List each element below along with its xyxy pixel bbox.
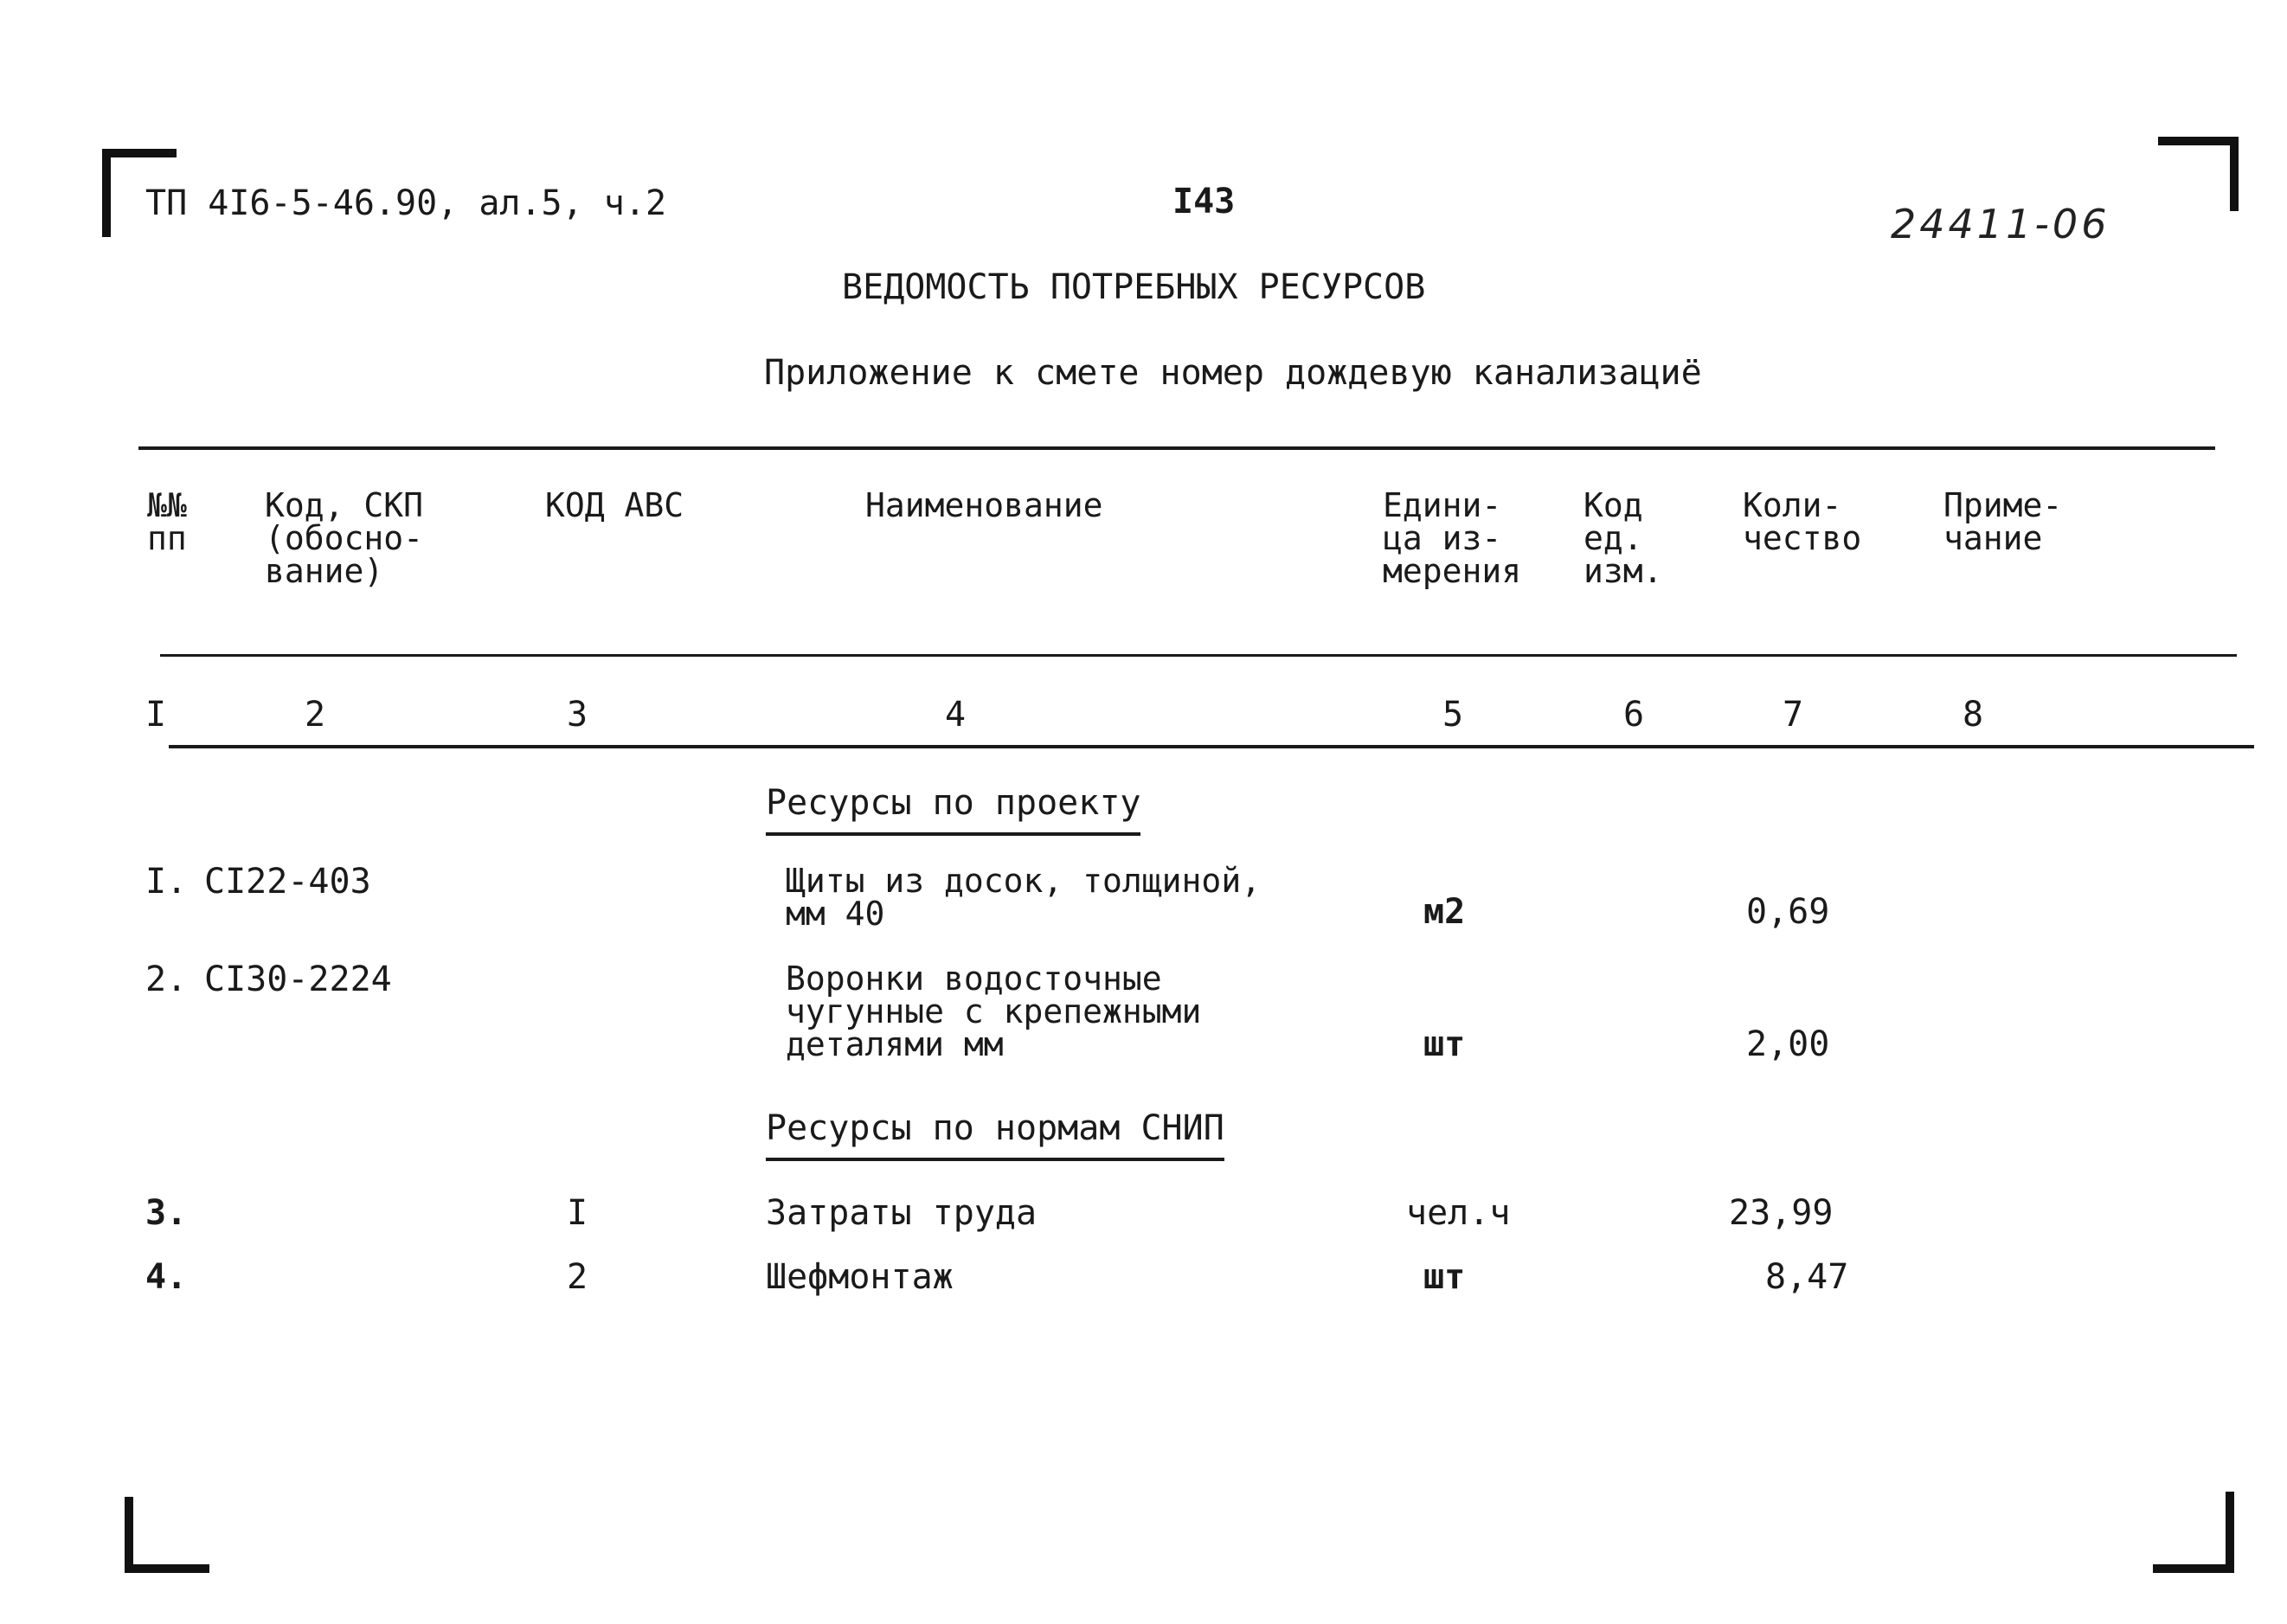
page-title: ВЕДОМОСТЬ ПОТРЕБНЫХ РЕСУРСОВ: [842, 267, 1426, 307]
row-1-number: I.: [145, 862, 188, 902]
row-4-name: Шефмонтаж: [766, 1257, 954, 1297]
row-1-name: Щиты из досок, толщиной, мм 40: [786, 862, 1262, 933]
row-3-number: 3.: [145, 1193, 188, 1233]
section-title-norms: Ресурсы по нормам СНИП: [766, 1111, 1224, 1161]
header-code: Код, СКП (обосно- вание): [265, 486, 424, 590]
corner-mark-bottom-right-bar: [2153, 1564, 2234, 1573]
corner-mark-bottom-left-bar: [125, 1564, 209, 1573]
corner-mark-top-left: [102, 149, 111, 237]
row-1-unit: м2: [1423, 892, 1466, 932]
header-quantity: Коли- чество: [1743, 486, 1862, 557]
row-4-quantity: 8,47: [1765, 1257, 1849, 1297]
page-subtitle: Приложение к смете номер дождевую канализациё: [764, 353, 1702, 393]
row-4-unit: шт: [1423, 1257, 1466, 1297]
header-bottom-rule: [160, 654, 2237, 657]
corner-mark-top-right-bar: [2158, 137, 2239, 145]
row-1-quantity: 0,69: [1746, 892, 1830, 932]
row-2-unit: шт: [1423, 1024, 1466, 1064]
column-number-4: 4: [945, 695, 967, 735]
handwritten-number: 24411-06: [1891, 201, 2110, 247]
column-number-3: 3: [567, 695, 588, 735]
row-3-unit: чел.ч: [1406, 1193, 1511, 1233]
row-3-abc-code: I: [567, 1193, 588, 1233]
header-unit: Едини- ца из- мерения: [1383, 486, 1522, 590]
section-title-project: Ресурсы по проекту: [766, 786, 1140, 836]
row-2-name: Воронки водосточные чугунные с крепежными деталями мм: [786, 960, 1202, 1063]
corner-mark-top-right: [2230, 137, 2239, 211]
document-code-reference: ТП 4I6-5-46.90, ал.5, ч.2: [145, 183, 667, 223]
header-note: Приме- чание: [1943, 486, 2063, 557]
row-1-code: СI22-403: [204, 862, 371, 902]
corner-mark-bottom-right: [2226, 1492, 2234, 1573]
row-2-code: СI30-2224: [204, 960, 392, 999]
column-number-2: 2: [305, 695, 326, 735]
corner-mark-bottom-left: [125, 1497, 133, 1573]
row-2-number: 2.: [145, 960, 188, 999]
column-number-8: 8: [1963, 695, 1984, 735]
corner-mark-top-left-bar: [102, 149, 177, 157]
header-number: №№ пп: [147, 486, 187, 557]
row-4-number: 4.: [145, 1257, 188, 1297]
header-unit-code: Код ед. изм.: [1584, 486, 1663, 590]
column-numbers-bottom-rule: [169, 745, 2254, 748]
row-4-abc-code: 2: [567, 1257, 588, 1297]
row-3-name: Затраты труда: [766, 1193, 1038, 1233]
header-name: Наименование: [865, 486, 1103, 524]
page-number: I43: [1172, 182, 1236, 221]
row-3-quantity: 23,99: [1729, 1193, 1834, 1233]
column-number-7: 7: [1783, 695, 1804, 735]
header-abc-code: КОД АВС: [545, 486, 684, 524]
table-top-rule: [138, 446, 2215, 450]
row-2-quantity: 2,00: [1746, 1024, 1830, 1064]
column-number-1: I: [145, 695, 167, 735]
column-number-6: 6: [1623, 695, 1645, 735]
column-number-5: 5: [1442, 695, 1464, 735]
